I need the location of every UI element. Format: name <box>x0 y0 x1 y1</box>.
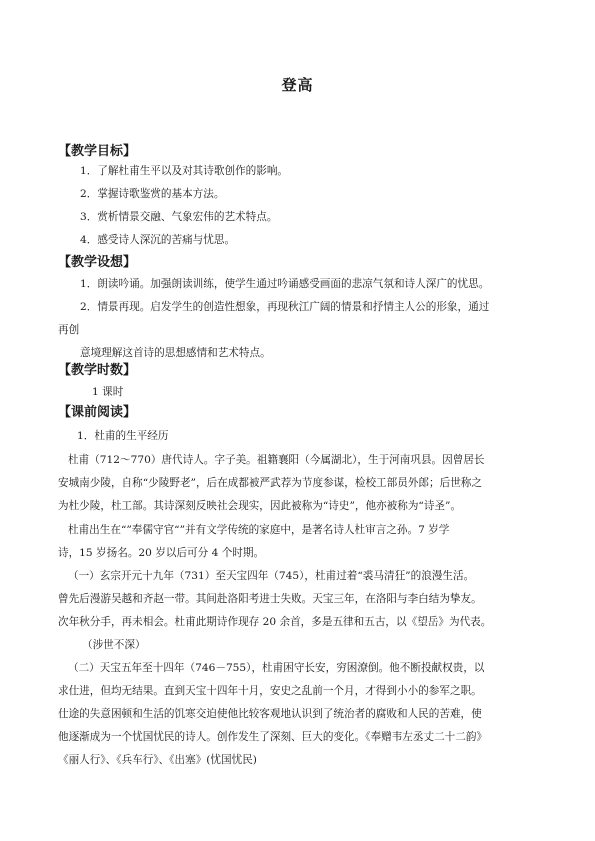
goal-item: 1．了解杜甫生平以及对其诗歌创作的影响。 <box>80 165 289 177</box>
section-heading-hours: 【教学时数】 <box>58 363 137 378</box>
goal-item: 2．掌握诗歌鉴赏的基本方法。 <box>80 188 225 200</box>
section-heading-reading: 【课前阅读】 <box>58 405 137 420</box>
design-line: 再创 <box>58 324 80 336</box>
reading-line: 杜甫（712～770）唐代诗人。字子美。祖籍襄阳（今属湖北），生于河南巩县。因曾居长 <box>68 454 485 466</box>
reading-line: （二）天宝五年至十四年（746－755），杜甫困守长安，穷困潦倒。他不断投献权贵，以 <box>68 662 485 674</box>
goal-item: 3．赏析情景交融、气象宏伟的艺术特点。 <box>80 211 278 223</box>
reading-line: 为杜少陵，杜工部。其诗深刻反映社会现实，因此被称为“诗史”，他亦被称为“诗圣”。 <box>58 500 462 512</box>
reading-line: （涉世不深） <box>82 639 146 651</box>
design-line: 2．情景再现。启发学生的创造性想象，再现秋江广阔的情景和抒情主人公的形象，通过 <box>80 301 490 313</box>
design-line: 1．朗读吟诵。加强朗读训练，使学生通过吟诵感受画面的悲凉气氛和诗人深广的忧思。 <box>80 278 490 290</box>
reading-line: 诗，15 岁扬名。20 岁以后可分 4 个时期。 <box>58 547 265 559</box>
section-heading-goals: 【教学目标】 <box>58 144 137 159</box>
goal-item: 4．感受诗人深沉的苦痛与忧思。 <box>80 234 236 246</box>
section-heading-design: 【教学设想】 <box>58 255 137 270</box>
reading-line: 求仕进，但均无结果。直到天宝十四年十月，安史之乱前一个月，才得到小小的参军之职。 <box>58 685 482 697</box>
reading-line: 他逐渐成为一个忧国忧民的诗人。创作发生了深刻、巨大的变化。《奉赠韦左丞丈二十二韵》 <box>58 731 488 743</box>
reading-line: 杜甫出生在“”奉儒守官“”并有文学传统的家庭中，是著名诗人杜审言之孙。7 岁学 <box>68 524 450 536</box>
reading-subheading: 1．杜甫的生平经历 <box>77 430 169 442</box>
document-title: 登高 <box>281 76 314 94</box>
design-line: 意境理解这首诗的思想感情和艺术特点。 <box>80 347 271 359</box>
reading-line: 《丽人行》、《兵车行》、《出塞》(忧国忧民) <box>58 754 257 766</box>
reading-line: 安城南少陵，自称“少陵野老”，后在成都被严武荐为节度参谋，检校工部员外郎；后世称之 <box>58 477 482 489</box>
hours-value: 1 课时 <box>92 386 124 398</box>
reading-line: 曾先后漫游吴越和齐赵一带。其间赴洛阳考进士失败。天宝三年，在洛阳与李白结为挚友。 <box>58 593 482 605</box>
reading-line: （一）玄宗开元十九年（731）至天宝四年（745），杜甫过着“裘马清狂”的浪漫生活。 <box>68 570 475 582</box>
reading-line: 次年秋分手，再未相会。杜甫此期诗作现存 20 余首，多是五律和五古，以《望岳》为代表。 <box>58 616 492 628</box>
reading-line: 仕途的失意困顿和生活的饥寒交迫使他比较客观地认识到了统治者的腐败和人民的苦难，使 <box>58 708 482 720</box>
